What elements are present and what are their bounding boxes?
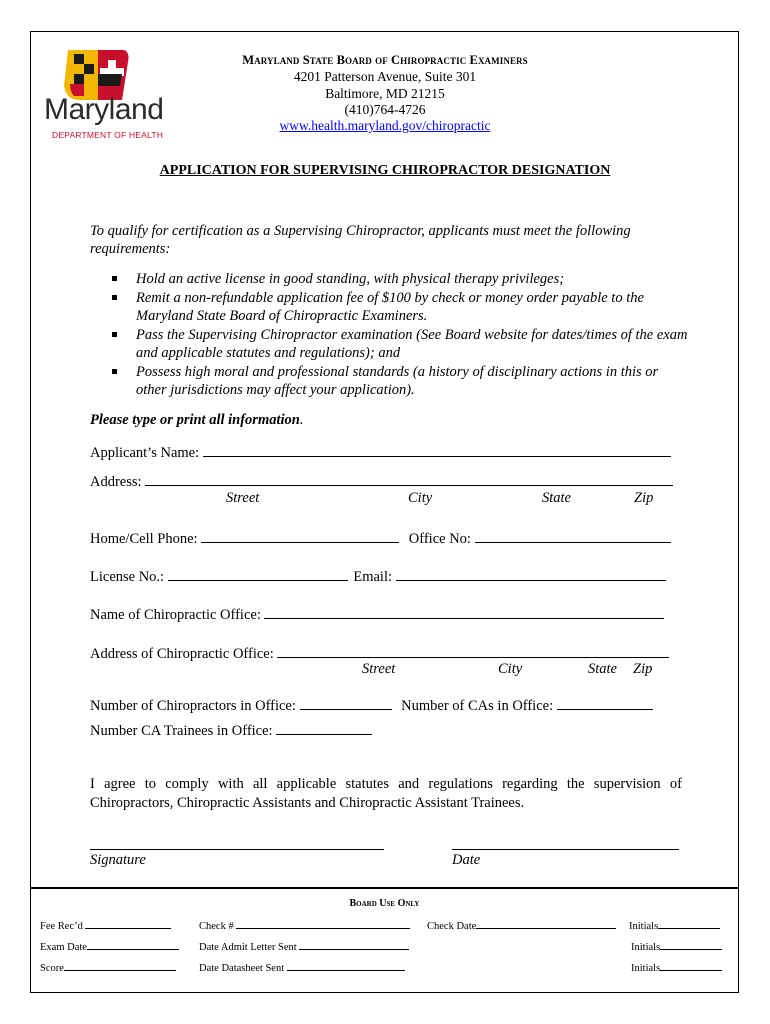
board-address-line2: Baltimore, MD 21215 bbox=[325, 86, 445, 101]
date-field[interactable] bbox=[452, 849, 679, 850]
check-date-field[interactable] bbox=[476, 919, 616, 929]
address-state-label: State bbox=[542, 490, 571, 506]
bullet-icon bbox=[112, 332, 117, 337]
list-item: Pass the Supervising Chiropractor examination (See Board website for dates/times of the exam and applicable statutes and regulations); and bbox=[112, 326, 690, 363]
office-zip-label: Zip bbox=[633, 661, 653, 677]
list-item: Possess high moral and professional standards (a history of disciplinary actions in this or other jurisdictions may affect your application). bbox=[112, 363, 690, 400]
initials-field[interactable] bbox=[658, 919, 720, 929]
office-name-label: Name of Chiropractic Office: bbox=[90, 607, 261, 623]
address-zip-label: Zip bbox=[634, 490, 654, 506]
intro-text: To qualify for certification as a Supervising Chiropractor, applicants must meet the following requirements: bbox=[90, 223, 631, 257]
initials-label: Initials bbox=[631, 963, 661, 974]
datasheet-label: Date Datasheet Sent bbox=[199, 963, 285, 974]
applicant-name-field[interactable] bbox=[203, 442, 671, 457]
board-phone: (410)764-4726 bbox=[344, 102, 426, 117]
logo-department: DEPARTMENT OF HEALTH bbox=[52, 130, 164, 140]
email-field[interactable] bbox=[396, 566, 666, 581]
agreement-text: I agree to comply with all applicable statutes and regulations regarding the supervision of Chiropractors, Chiropractic Assistants and Chiropractic Assistant Trainees. bbox=[90, 776, 682, 811]
num-cas-field[interactable] bbox=[557, 695, 653, 710]
office-state-label: State bbox=[588, 661, 617, 677]
initials-label: Initials bbox=[631, 942, 661, 953]
exam-date-field[interactable] bbox=[87, 940, 179, 950]
fee-recd-label: Fee Rec’d bbox=[40, 921, 83, 932]
requirements-list bbox=[112, 270, 690, 400]
board-use-section bbox=[31, 887, 738, 993]
form-title: APPLICATION FOR SUPERVISING CHIROPRACTOR DESIGNATION bbox=[159, 163, 611, 178]
check-no-field[interactable] bbox=[236, 919, 410, 929]
home-phone-field[interactable] bbox=[201, 528, 399, 543]
check-date-label: Check Date bbox=[427, 921, 477, 932]
board-website-link[interactable]: www.health.maryland.gov/chiropractic bbox=[279, 118, 491, 133]
date-label: Date bbox=[452, 852, 481, 868]
address-label: Address: bbox=[90, 474, 142, 490]
score-field[interactable] bbox=[64, 961, 176, 971]
list-item: Hold an active license in good standing, with physical therapy privileges; bbox=[112, 270, 690, 289]
email-label: Email: bbox=[353, 569, 393, 585]
board-address-line1: 4201 Patterson Avenue, Suite 301 bbox=[293, 69, 477, 84]
signature-label: Signature bbox=[90, 852, 146, 868]
license-no-field[interactable] bbox=[168, 566, 348, 581]
address-city-label: City bbox=[408, 490, 433, 506]
office-street-label: Street bbox=[362, 661, 396, 677]
admit-letter-label: Date Admit Letter Sent bbox=[199, 942, 297, 953]
address-street-label: Street bbox=[226, 490, 260, 506]
num-trainees-field[interactable] bbox=[276, 720, 372, 735]
office-name-field[interactable] bbox=[264, 604, 664, 619]
license-no-label: License No.: bbox=[90, 569, 165, 585]
num-cas-label: Number of CAs in Office: bbox=[401, 698, 554, 714]
office-no-label: Office No: bbox=[408, 531, 471, 547]
address-field[interactable] bbox=[145, 471, 673, 486]
initials-field[interactable] bbox=[660, 961, 722, 971]
score-label: Score bbox=[40, 963, 64, 974]
home-phone-label: Home/Cell Phone: bbox=[90, 531, 198, 547]
initials-label: Initials bbox=[629, 921, 659, 932]
check-no-label: Check # bbox=[199, 921, 234, 932]
bullet-icon bbox=[112, 276, 117, 281]
datasheet-field[interactable] bbox=[287, 961, 405, 971]
bullet-icon bbox=[112, 369, 117, 374]
exam-date-label: Exam Date bbox=[40, 942, 87, 953]
initials-field[interactable] bbox=[660, 940, 722, 950]
board-use-title: Board Use Only bbox=[349, 898, 420, 909]
office-address-field[interactable] bbox=[277, 643, 669, 658]
num-trainees-label: Number CA Trainees in Office: bbox=[90, 723, 273, 739]
applicant-name-label: Applicant’s Name: bbox=[90, 445, 200, 461]
logo-wordmark: Maryland bbox=[44, 93, 164, 126]
office-city-label: City bbox=[498, 661, 523, 677]
signature-field[interactable] bbox=[90, 849, 384, 850]
instructions: Please type or print all information. bbox=[90, 412, 304, 428]
office-no-field[interactable] bbox=[475, 528, 671, 543]
list-item: Remit a non-refundable application fee of $100 by check or money order payable to the Maryland State Board of Chiropractic Examiners. bbox=[112, 289, 690, 326]
num-chiropractors-field[interactable] bbox=[300, 695, 392, 710]
fee-recd-field[interactable] bbox=[85, 919, 171, 929]
office-address-label: Address of Chiropractic Office: bbox=[90, 646, 274, 662]
num-chiropractors-label: Number of Chiropractors in Office: bbox=[90, 698, 296, 714]
admit-letter-field[interactable] bbox=[299, 940, 409, 950]
bullet-icon bbox=[112, 295, 117, 300]
board-name: Maryland State Board of Chiropractic Examiners bbox=[242, 53, 528, 67]
